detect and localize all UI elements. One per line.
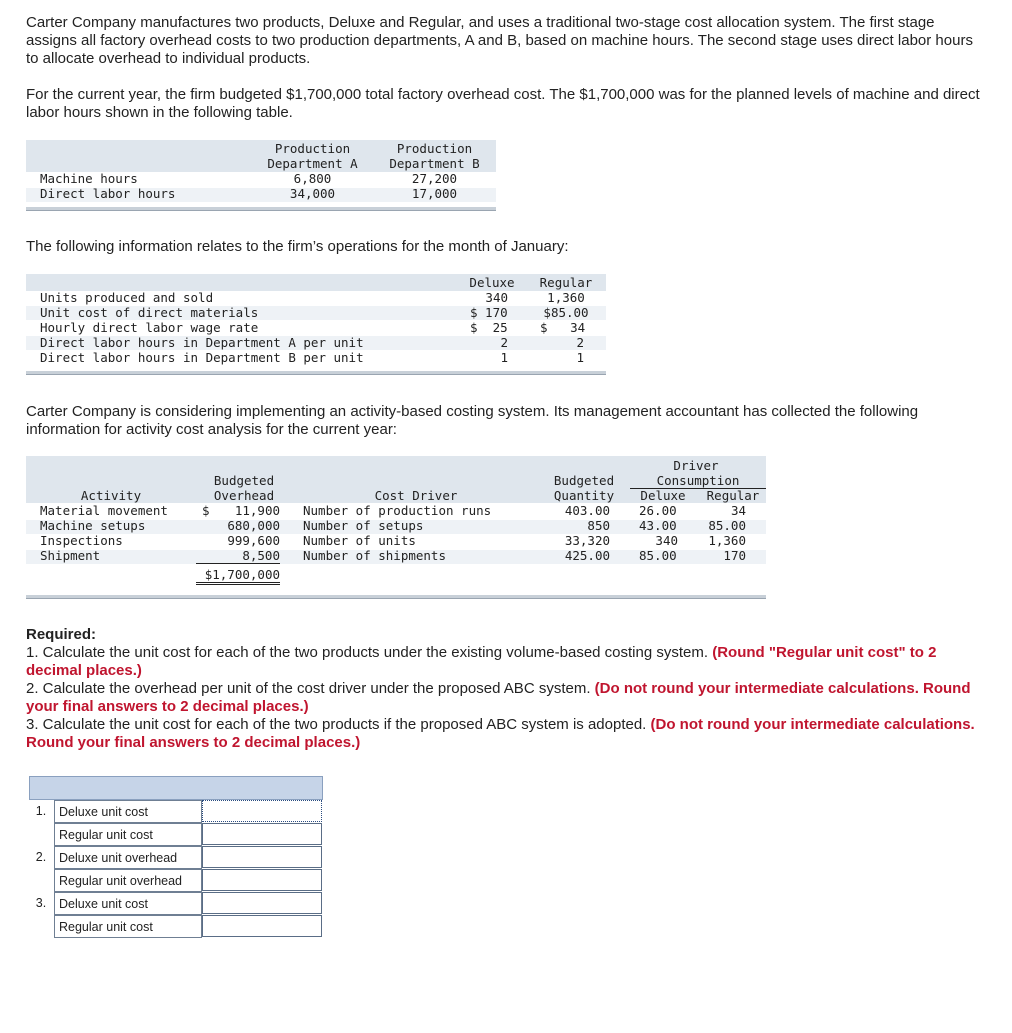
overhead-header-line2: Overhead [213, 488, 275, 503]
intro-paragraph-2: For the current year, the firm budgeted $1,700,000 total factory overhead cost. The $1,700,000 was for the planned levels of machine and direct labor hours shown in the following table. [26, 86, 980, 121]
table2-row-label: Direct labor hours in Department B per unit [40, 350, 364, 365]
table1-cell: 6,800 [293, 171, 332, 186]
intro-paragraph-4: Carter Company is considering implementing an activity-based costing system. Its management accountant has collected the following information for activity cost analysis for the current year: [26, 403, 919, 438]
deluxe-consumption: 43.00 [639, 518, 677, 533]
dept-b-header-line1: Production [396, 141, 473, 156]
regular-header: Regular [539, 275, 593, 290]
table2-cell: 340 [485, 290, 508, 305]
cost-driver-header: Cost Driver [374, 488, 458, 503]
table2-cell: 1,360 [547, 290, 585, 305]
regular-consumption: 170 [723, 548, 746, 563]
table2-cell: $ 34 [540, 320, 586, 335]
required-section [26, 626, 986, 752]
requirement-3-text: 3. Calculate the unit cost for each of the two products if the proposed ABC system is adopted. [26, 716, 651, 733]
deluxe-consumption: 85.00 [639, 548, 677, 563]
quantity-value: 850 [587, 518, 610, 533]
activity-name: Shipment [40, 548, 101, 563]
cost-driver: Number of units [303, 533, 416, 548]
table2-cell: 1 [500, 350, 508, 365]
cost-driver: Number of setups [303, 518, 424, 533]
consumption-header-line1: Driver [673, 458, 719, 473]
answer-label: Regular unit overhead [54, 869, 202, 892]
activity-cost-table [26, 456, 766, 602]
table2-row-label: Direct labor hours in Department A per unit [40, 335, 364, 350]
regular-unit-cost-input[interactable] [202, 823, 322, 845]
requirement-2-note: (Do not round your intermediate calculations. Round your final answers to 2 decimal places.) [26, 680, 971, 715]
cost-driver: Number of production runs [303, 503, 492, 518]
regular-unit-overhead-input[interactable] [202, 869, 322, 891]
deluxe-unit-cost-input[interactable] [202, 800, 322, 822]
january-operations-table [26, 274, 606, 378]
table2-cell: $ 170 [470, 305, 508, 320]
table1-cell: 34,000 [289, 186, 336, 201]
department-hours-table [26, 140, 496, 216]
answer-label: Deluxe unit cost [54, 800, 202, 823]
answer-grid-header [29, 776, 323, 800]
quantity-header-line2: Quantity [553, 488, 615, 503]
overhead-value: 8,500 [196, 548, 280, 564]
table1-row-label: Machine hours [40, 171, 138, 186]
row-number: 2. [35, 850, 47, 864]
dept-a-header-line2: Department A [267, 156, 358, 171]
abc-regular-unit-cost-input[interactable] [202, 915, 322, 937]
requirement-3-note: (Do not round your intermediate calculations. Round your final answers to 2 decimal places.) [26, 716, 975, 751]
intro-paragraph-3: The following information relates to the firm’s operations for the month of January: [26, 238, 569, 255]
deluxe-header: Deluxe [469, 275, 515, 290]
quantity-value: 403.00 [564, 503, 610, 518]
overhead-total: $1,700,000 [196, 567, 280, 585]
regular-consumption: 34 [730, 503, 746, 518]
abc-deluxe-unit-cost-input[interactable] [202, 892, 322, 914]
answer-label: Deluxe unit cost [54, 892, 202, 915]
quantity-value: 33,320 [564, 533, 610, 548]
table2-cell: 1 [576, 350, 584, 365]
dollar-sign: $ [202, 503, 210, 518]
quantity-value: 425.00 [564, 548, 610, 563]
answer-label: Deluxe unit overhead [54, 846, 202, 869]
table1-cell: 17,000 [411, 186, 458, 201]
table2-row-label: Hourly direct labor wage rate [40, 320, 259, 335]
overhead-value: 680,000 [227, 518, 280, 533]
table2-row-label: Units produced and sold [40, 290, 214, 305]
required-title: Required: [26, 626, 97, 643]
intro-paragraph-1: Carter Company manufactures two products, Deluxe and Regular, and uses a traditional two-stage cost allocation system. The first stage assigns all factory overhead costs to two production departments, A and B, based on machine hours. The second stage uses direct labor hours to allocate overhead to individual products. [26, 14, 973, 67]
table1-cell: 27,200 [411, 171, 458, 186]
consumption-header-line2: Consumption [630, 473, 766, 489]
dept-a-header-line1: Production [274, 141, 351, 156]
requirement-3 [26, 716, 986, 752]
row-number: 1. [35, 804, 47, 818]
quantity-header-line1: Budgeted [553, 473, 615, 488]
requirement-1 [26, 644, 986, 680]
table2-row-label: Unit cost of direct materials [40, 305, 259, 320]
row-number: 3. [35, 896, 47, 910]
requirement-2-text: 2. Calculate the overhead per unit of the cost driver under the proposed ABC system. [26, 680, 595, 697]
overhead-value: 999,600 [227, 533, 280, 548]
deluxe-consumption: 340 [655, 533, 678, 548]
table2-cell: 2 [500, 335, 508, 350]
consumption-deluxe-header: Deluxe [640, 488, 686, 503]
activity-name: Material movement [40, 503, 168, 518]
answer-label: Regular unit cost [54, 915, 202, 938]
regular-consumption: 85.00 [708, 518, 746, 533]
activity-name: Inspections [40, 533, 123, 548]
activity-name: Machine setups [40, 518, 146, 533]
cost-driver: Number of shipments [303, 548, 446, 563]
table2-cell: $ 25 [470, 320, 508, 335]
table2-cell: 2 [576, 335, 584, 350]
requirement-1-note: (Round "Regular unit cost" to 2 decimal places.) [26, 644, 937, 679]
dept-b-header-line2: Department B [389, 156, 480, 171]
requirement-2 [26, 680, 986, 716]
requirement-1-text: 1. Calculate the unit cost for each of the two products under the existing volume-based costing system. [26, 644, 713, 661]
table1-row-label: Direct labor hours [40, 186, 176, 201]
deluxe-unit-overhead-input[interactable] [202, 846, 322, 868]
overhead-value: 11,900 [234, 503, 280, 518]
consumption-regular-header: Regular [706, 488, 760, 503]
answer-label: Regular unit cost [54, 823, 202, 846]
deluxe-consumption: 26.00 [639, 503, 677, 518]
table2-cell: $85.00 [543, 305, 589, 320]
overhead-header-line1: Budgeted [213, 473, 275, 488]
regular-consumption: 1,360 [708, 533, 746, 548]
activity-header: Activity [80, 488, 142, 503]
